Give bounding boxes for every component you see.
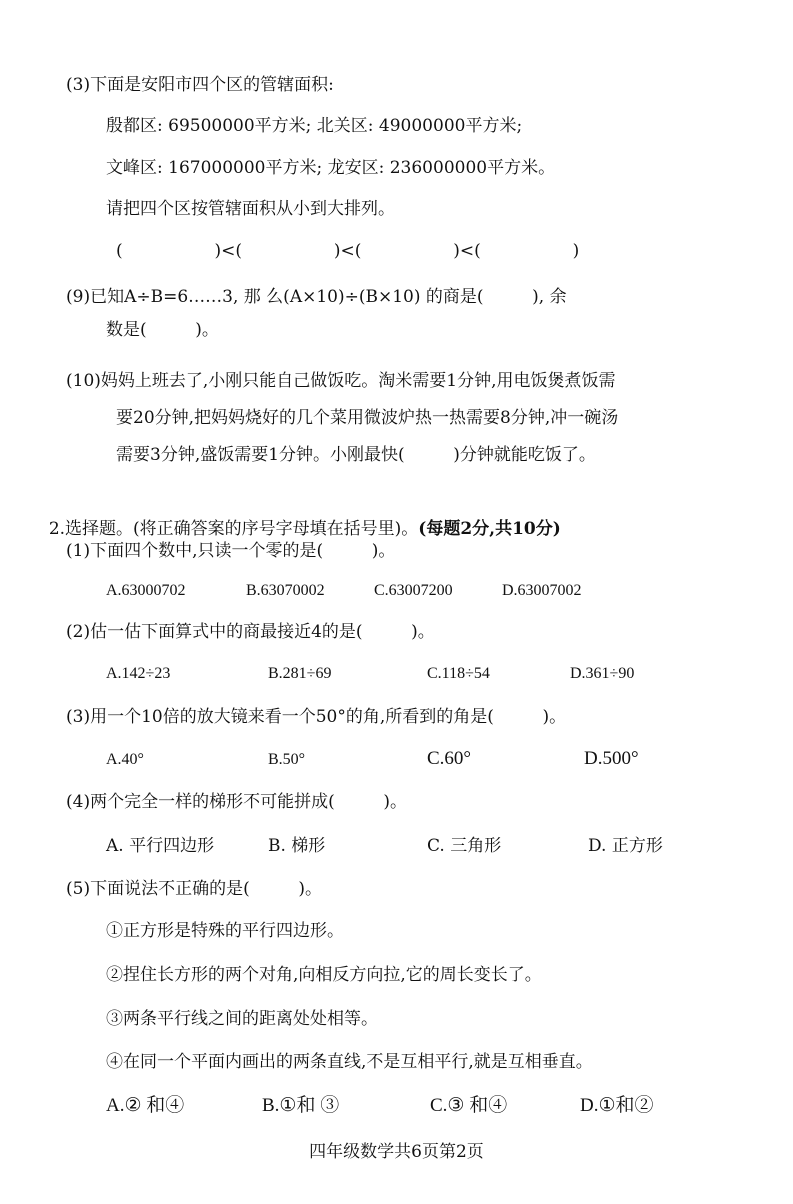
q10-line-2: 要20分钟,把妈妈烧好的几个菜用微波炉热一热需要8分钟,冲一碗汤 <box>116 408 619 428</box>
choice-1-option-b[interactable]: B.63070002 <box>246 582 325 599</box>
choice-1-question: (1)下面四个数中,只读一个零的是( )。 <box>66 541 396 561</box>
q8-instruction: 请把四个区按管辖面积从小到大排列。 <box>106 199 395 219</box>
choice-5-option-d[interactable]: D.①和② <box>580 1095 654 1116</box>
choice-2-option-d[interactable]: D.361÷90 <box>570 665 635 682</box>
q8-answer-blanks[interactable]: ( )<( )<( )<( ) <box>116 241 580 261</box>
choice-5-statement-2: ②捏住长方形的两个对角,向相反方向拉,它的周长变长了。 <box>106 965 542 985</box>
section-2-title-text: 2.选择题。(将正确答案的序号字母填在括号里)。 <box>48 519 419 539</box>
choice-1-option-d[interactable]: D.63007002 <box>502 582 582 599</box>
choice-3-option-d[interactable]: D.500° <box>584 748 639 769</box>
choice-4-option-d[interactable]: D. 正方形 <box>588 836 663 856</box>
choice-3-option-b[interactable]: B.50° <box>268 751 306 768</box>
q8-area-line-1: 殷都区: 69500000平方米; 北关区: 49000000平方米; <box>106 116 523 136</box>
choice-5-question: (5)下面说法不正确的是( )。 <box>66 879 322 899</box>
q9-line-2: 数是( )。 <box>106 320 219 340</box>
page-footer: 四年级数学共6页第2页 <box>309 1142 484 1162</box>
choice-5-statement-3: ③两条平行线之间的距离处处相等。 <box>106 1009 378 1029</box>
choice-1-option-c[interactable]: C.63007200 <box>374 582 453 599</box>
choice-5-option-c[interactable]: C.③ 和④ <box>430 1095 508 1116</box>
choice-2-option-c[interactable]: C.118÷54 <box>427 665 490 682</box>
choice-2-question: (2)估一估下面算式中的商最接近4的是( )。 <box>66 622 435 642</box>
choice-2-option-b[interactable]: B.281÷69 <box>268 665 332 682</box>
choice-1-option-a[interactable]: A.63000702 <box>106 582 186 599</box>
q9-line-1: (9)已知A÷B=6……3, 那 么(A×10)÷(B×10) 的商是( ), 余 <box>66 287 567 307</box>
q8-area-line-2: 文峰区: 167000000平方米; 龙安区: 236000000平方米。 <box>106 158 556 178</box>
choice-2-option-a[interactable]: A.142÷23 <box>106 665 171 682</box>
q10-line-1: (10)妈妈上班去了,小刚只能自己做饭吃。淘米需要1分钟,用电饭煲煮饭需 <box>66 371 616 391</box>
choice-5-option-b[interactable]: B.①和 ③ <box>262 1095 340 1116</box>
choice-5-statement-4: ④在同一个平面内画出的两条直线,不是互相平行,就是互相垂直。 <box>106 1052 593 1072</box>
section-2-title <box>38 496 561 540</box>
choice-4-option-c[interactable]: C. 三角形 <box>427 836 502 856</box>
choice-5-option-a[interactable]: A.② 和④ <box>106 1095 185 1116</box>
choice-4-option-a[interactable]: A. 平行四边形 <box>106 836 215 856</box>
choice-3-option-a[interactable]: A.40° <box>106 751 144 768</box>
section-2-score: (每题2分,共10分) <box>418 519 561 539</box>
q10-line-3: 需要3分钟,盛饭需要1分钟。小刚最快( )分钟就能吃饭了。 <box>116 445 596 465</box>
choice-3-question: (3)用一个10倍的放大镜来看一个50°的角,所看到的角是( )。 <box>66 707 567 727</box>
choice-4-question: (4)两个完全一样的梯形不可能拼成( )。 <box>66 792 407 812</box>
choice-4-option-b[interactable]: B. 梯形 <box>268 836 326 856</box>
q8-intro: (3)下面是安阳市四个区的管辖面积: <box>66 75 334 95</box>
choice-3-option-c[interactable]: C.60° <box>427 748 472 769</box>
choice-5-statement-1: ①正方形是特殊的平行四边形。 <box>106 921 344 941</box>
